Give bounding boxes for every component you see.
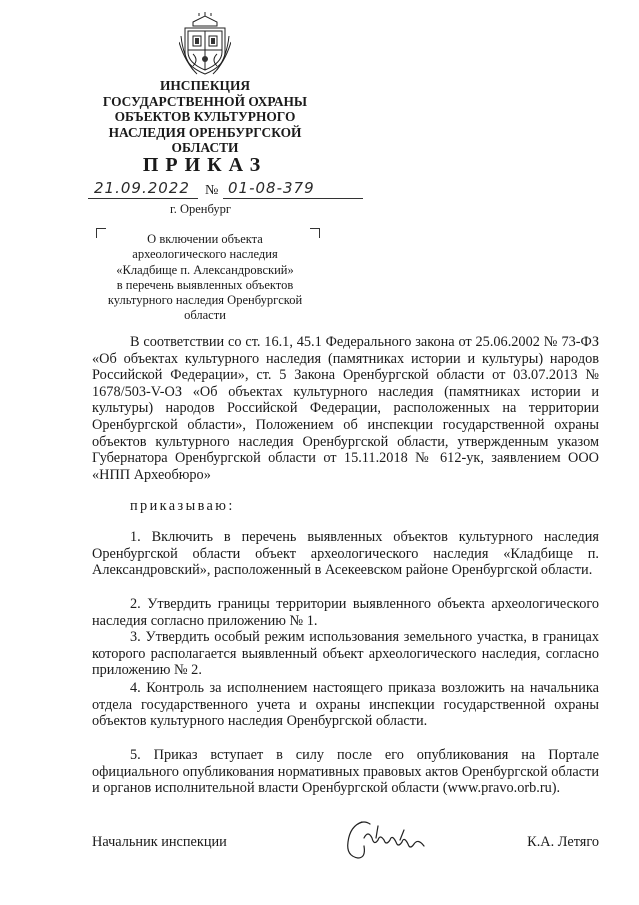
- preamble: В соответствии со ст. 16.1, 45.1 Федерального закона от 25.06.2002 № 73-ФЗ «Об объектах культурного наследия (памятниках истории и культуры) народов Российской Федерации», ст. 5 Закона Оренбургской области от 03.07.2013 № 1678/503-V-ОЗ «Об объектах культурного наследия (памятниках истории и культуры) народов Российской Федерации, расположенных на территории Оренбургской области», Положением об инспекции государственной охраны объектов культурного наследия Оренбургской области, утвержденным указом Губернатора Оренбургской области от 15.11.2018 № 612-ук, заявлением ООО «НПП Археобюро»: [92, 334, 599, 483]
- city: г. Оренбург: [170, 202, 231, 216]
- handwritten-date: 21.09.2022: [94, 179, 190, 197]
- order-word: приказываю:: [130, 498, 235, 514]
- subject-line: О включении объекта: [147, 232, 263, 246]
- org-line: ГОСУДАРСТВЕННОЙ ОХРАНЫ: [102, 93, 308, 109]
- date-number-line: [88, 179, 368, 201]
- signatory-position: Начальник инспекции: [92, 834, 227, 850]
- signatory-name: К.А. Летяго: [527, 834, 599, 850]
- handwritten-signature: [340, 816, 440, 864]
- subject-line: археологического наследия: [132, 247, 278, 262]
- org-line: ОБЪЕКТОВ КУЛЬТУРНОГО: [114, 109, 296, 125]
- subject-line: области: [184, 308, 226, 323]
- order-item-5: 5. Приказ вступает в силу после его опубликования на Портале официального опубликования нормативных правовых актов Оренбургской области и органов исполнительной власти Оренбургской области (www.pravo.orb.ru).: [92, 747, 599, 797]
- subject-line: «Кладбище п. Александровский»: [116, 262, 294, 277]
- coat-of-arms-icon: [179, 12, 231, 76]
- handwritten-number: 01-08-379: [228, 179, 315, 197]
- number-sign: №: [205, 183, 219, 198]
- org-line: ОБЛАСТИ: [171, 140, 239, 156]
- org-line: ИНСПЕКЦИЯ: [159, 78, 251, 93]
- subject-line: в перечень выявленных объектов: [116, 277, 294, 292]
- order-item-4: 4. Контроль за исполнением настоящего приказа возложить на начальника отдела государственного учета и охраны инспекции государственной охраны объектов культурного наследия Оренбургской области.: [92, 680, 599, 730]
- order-item-1: 1. Включить в перечень выявленных объектов культурного наследия Оренбургской области объект археологического наследия «Кладбище п. Александровский», расположенный в Асекеевском районе Оренбургской области.: [92, 529, 599, 579]
- org-line: НАСЛЕДИЯ ОРЕНБУРГСКОЙ: [108, 124, 302, 140]
- order-item-2: 2. Утвердить границы территории выявленного объекта археологического наследия согласно приложению № 1.: [92, 596, 599, 629]
- issuing-organization: [90, 78, 320, 156]
- corner-mark-right: [310, 228, 320, 238]
- order-subject: [100, 232, 310, 324]
- document-type: ПРИКАЗ: [142, 154, 268, 176]
- subject-line: культурного наследия Оренбургской: [107, 293, 303, 308]
- order-item-3: 3. Утвердить особый режим использования земельного участка, в границах которого располагается выявленный объект археологического наследия, согласно приложению № 2.: [92, 629, 599, 679]
- number-underline: [223, 198, 363, 199]
- date-underline: [88, 198, 198, 199]
